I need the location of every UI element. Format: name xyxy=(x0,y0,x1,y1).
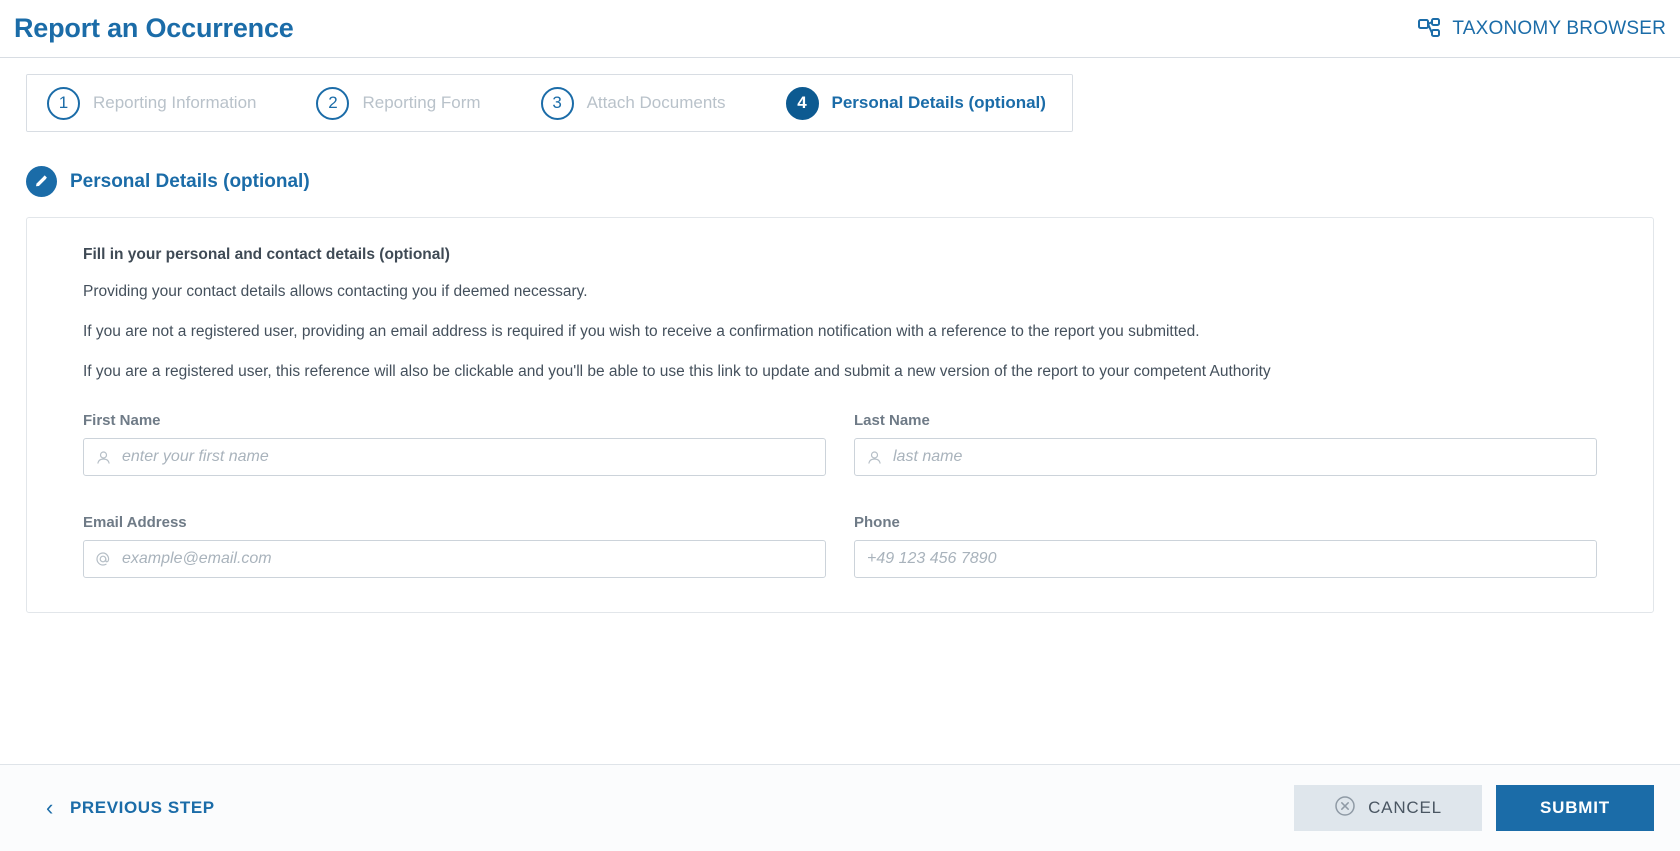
step-4-number: 4 xyxy=(786,87,819,120)
submit-label: SUBMIT xyxy=(1540,798,1610,817)
email-address-label: Email Address xyxy=(83,514,187,532)
footer-actions xyxy=(1294,785,1654,831)
step-4-personal-details[interactable] xyxy=(752,75,1072,131)
step-2-reporting-form[interactable] xyxy=(282,75,506,131)
personal-details-card xyxy=(26,217,1654,613)
email-input[interactable] xyxy=(122,541,825,577)
page-title: Report an Occurrence xyxy=(14,13,294,43)
last-name-input-wrapper[interactable] xyxy=(854,438,1597,476)
pencil-icon xyxy=(26,166,57,197)
section-heading xyxy=(0,144,1680,197)
form-grid xyxy=(83,412,1597,578)
section-title: Personal Details (optional) xyxy=(70,170,310,192)
form-card-container xyxy=(0,197,1680,764)
first-name-input-wrapper[interactable] xyxy=(83,438,826,476)
step-2-number: 2 xyxy=(316,87,349,120)
card-paragraph-1: Providing your contact details allows contacting you if deemed necessary. xyxy=(83,283,588,300)
field-first-name xyxy=(83,412,826,476)
first-name-input[interactable] xyxy=(122,439,825,475)
last-name-label: Last Name xyxy=(854,412,930,430)
phone-input-wrapper[interactable] xyxy=(854,540,1597,578)
card-paragraph-3: If you are a registered user, this reference will also be clickable and you'll be able to use this link to update and submit a new version of the report to your competent Authority xyxy=(83,363,1271,381)
stepper-container xyxy=(0,58,1680,144)
wizard-footer xyxy=(0,764,1680,851)
email-input-wrapper[interactable] xyxy=(83,540,826,578)
cancel-circle-x-icon xyxy=(1334,795,1356,822)
card-paragraph-2: If you are not a registered user, providing an email address is required if you wish to receive a confirmation notification with a reference to the report you submitted. xyxy=(83,323,1200,341)
app-header xyxy=(0,0,1680,58)
field-phone xyxy=(854,514,1597,578)
step-1-label: Reporting Information xyxy=(93,93,257,112)
step-2-label: Reporting Form xyxy=(362,93,481,112)
step-3-number: 3 xyxy=(541,87,574,120)
user-icon xyxy=(855,450,893,465)
step-1-reporting-information[interactable] xyxy=(27,75,282,131)
step-4-label: Personal Details (optional) xyxy=(831,93,1046,112)
cancel-label: CANCEL xyxy=(1368,798,1442,817)
taxonomy-tree-icon xyxy=(1416,16,1442,42)
submit-button[interactable] xyxy=(1496,785,1654,831)
field-last-name xyxy=(854,412,1597,476)
taxonomy-browser-label: TAXONOMY BROWSER xyxy=(1452,17,1666,39)
previous-step-label: PREVIOUS STEP xyxy=(69,798,215,817)
cancel-button[interactable] xyxy=(1294,785,1482,831)
step-3-label: Attach Documents xyxy=(586,93,726,112)
step-1-number: 1 xyxy=(47,87,80,120)
at-icon xyxy=(84,551,122,567)
phone-label: Phone xyxy=(854,514,900,532)
first-name-label: First Name xyxy=(83,412,161,430)
stepper xyxy=(26,74,1073,132)
phone-input[interactable] xyxy=(855,541,1596,577)
card-heading: Fill in your personal and contact details (optional) xyxy=(83,246,450,263)
chevron-left-icon: ‹ xyxy=(46,795,54,820)
previous-step-button[interactable] xyxy=(40,796,221,820)
user-icon xyxy=(84,450,122,465)
grid-row-spacer xyxy=(83,484,1597,506)
step-3-attach-documents[interactable] xyxy=(507,75,752,131)
field-email-address xyxy=(83,514,826,578)
taxonomy-browser-link[interactable] xyxy=(1416,16,1666,42)
last-name-input[interactable] xyxy=(893,439,1596,475)
